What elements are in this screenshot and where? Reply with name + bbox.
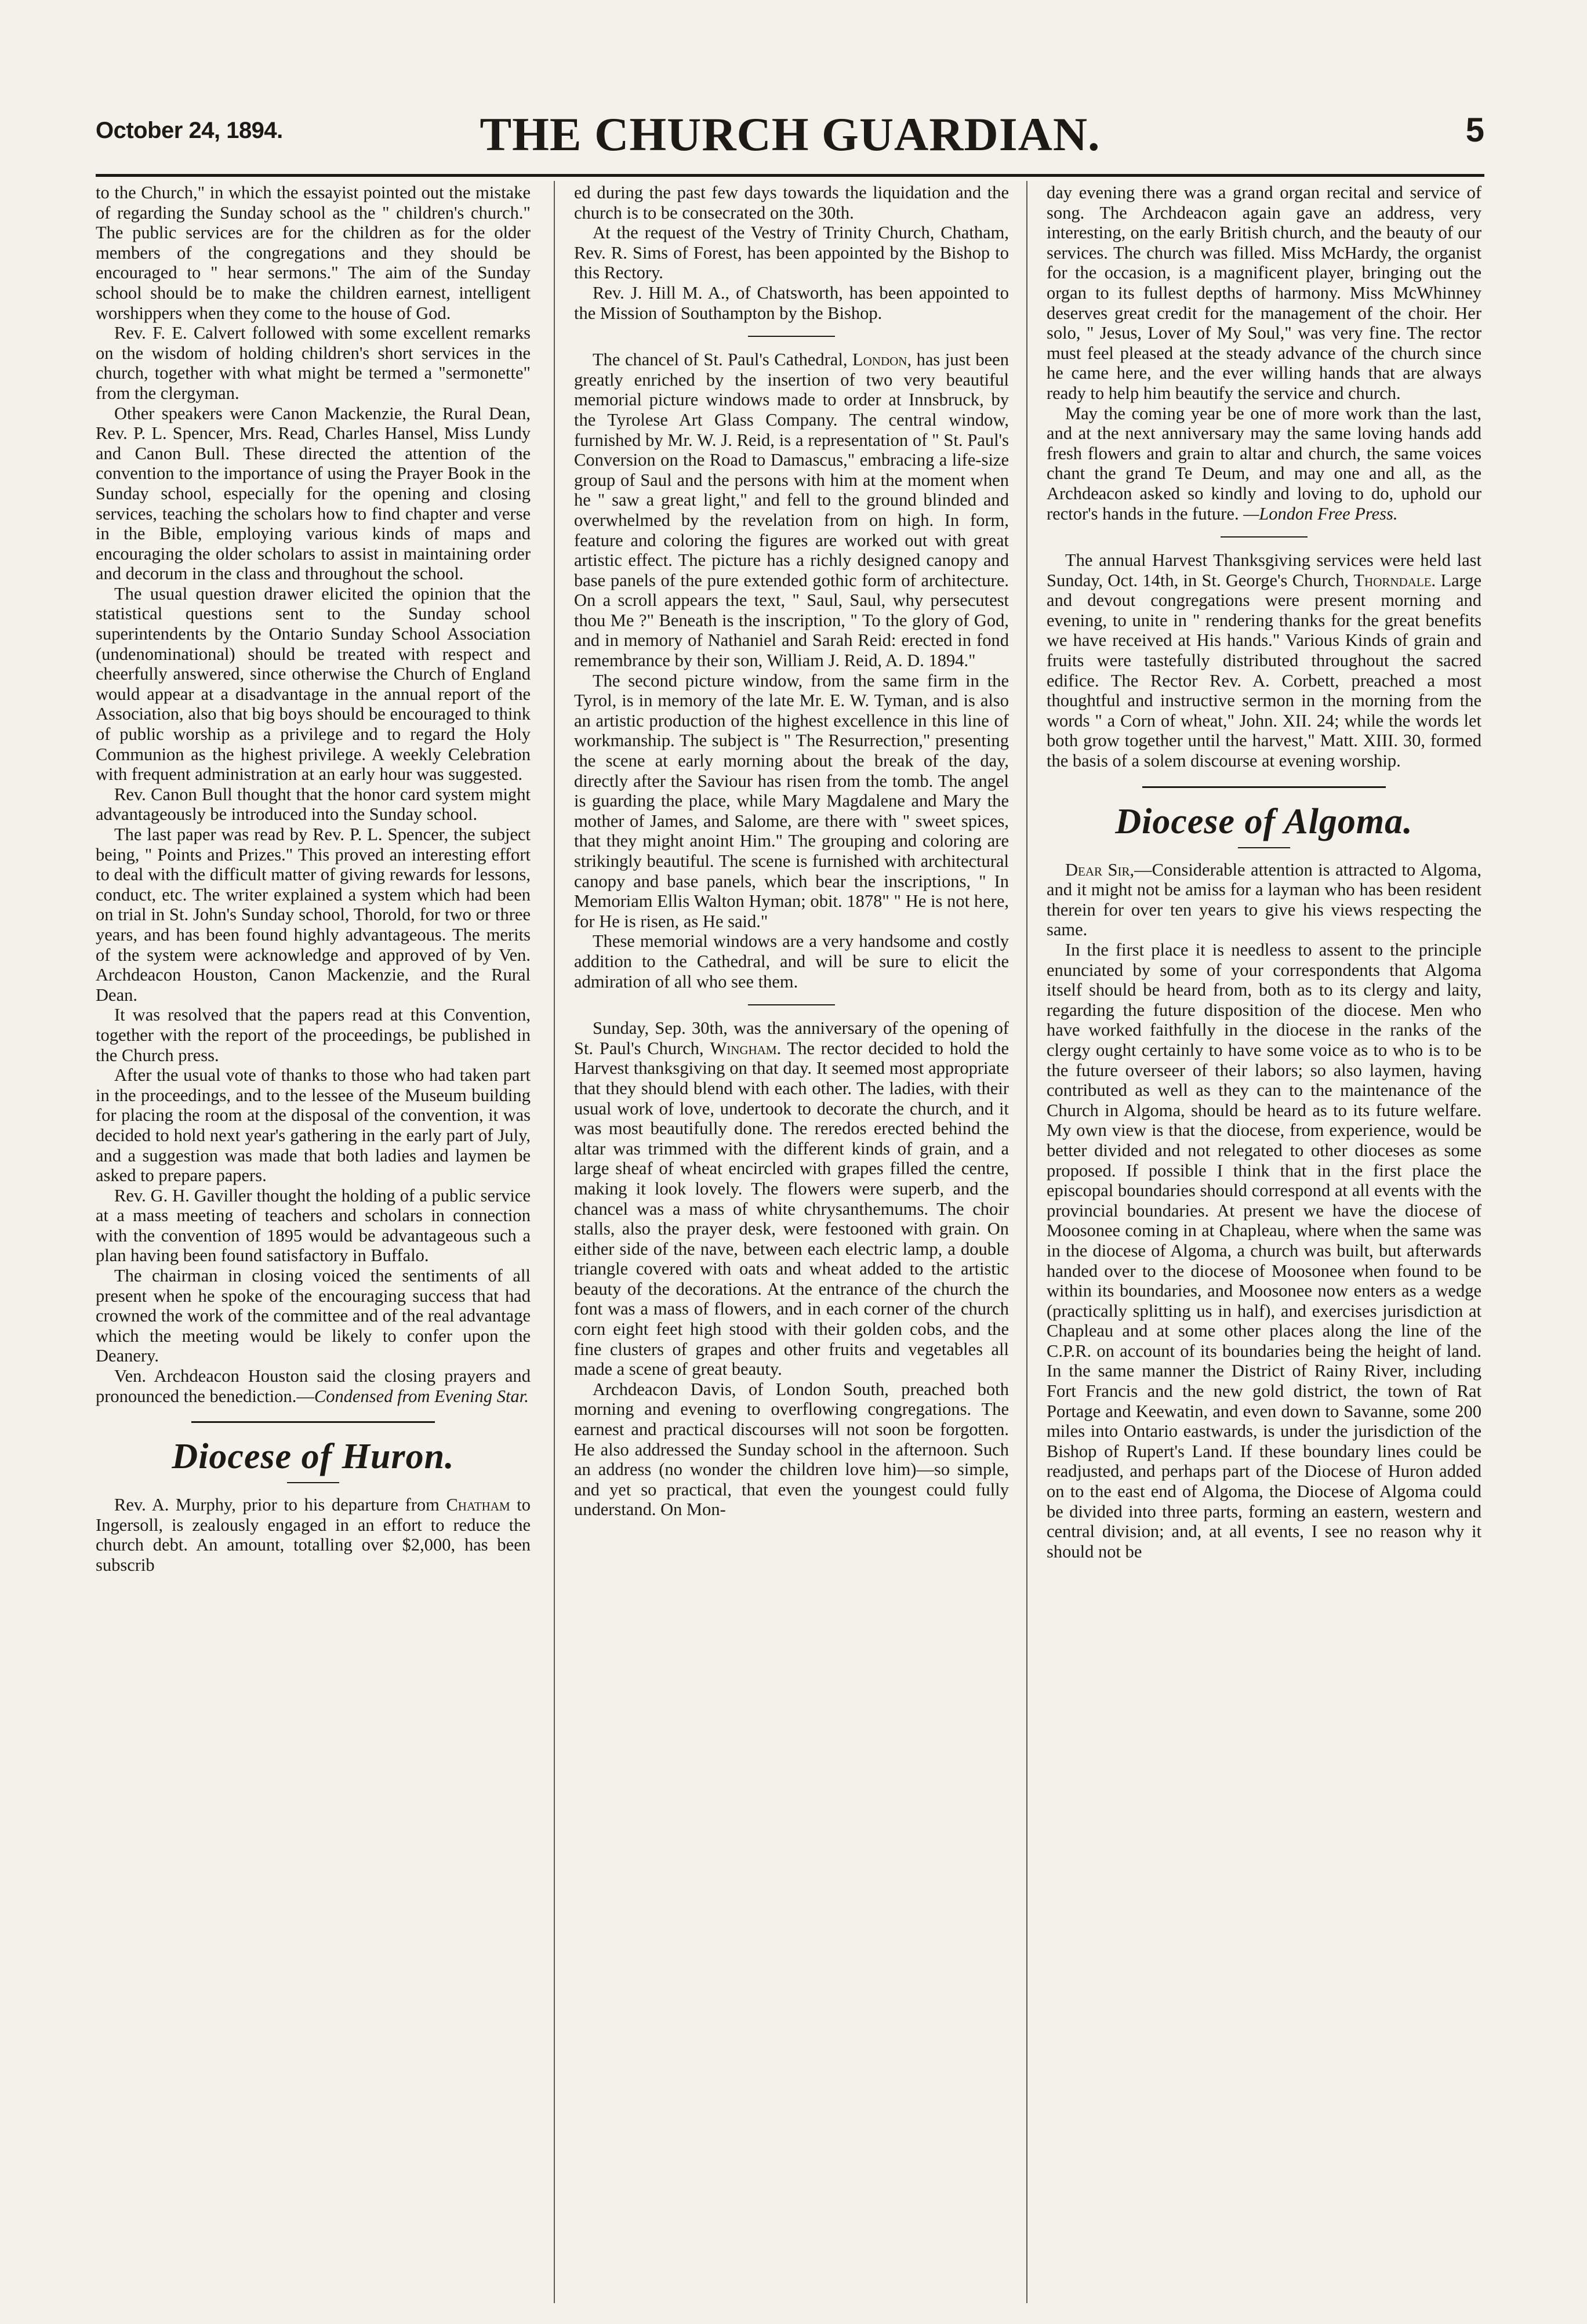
paragraph-text: May the coming year be one of more work than the last, and at the next anniversary may the same loving hands add fresh flowers and grain to altar and church, the same voices chant the grand Te Deum, and may one and all, as the Archdeacon asked so kindly and loving to do, uphold our rector's hands in the future.	[1047, 403, 1481, 524]
paragraph-text: . The rector decided to hold the Harvest thanksgiving on that day. It seemed most appropriate that they should blend with each other. The ladies, with their usual work of love, undertook to decorate the church, and it was most beautifully done. The reredos erected behind the altar was trimmed with the different kinds of grain, and a large sheaf of wheat encircled with grapes filled the centre, making it look lovely. The flowers were superb, and the chancel was a mass of white chrysanthemums. The choir stalls, also the prayer desk, were festooned with grain. On either side of the nave, between each electric lamp, a double triangle covered with oats and wheat added to the artistic beauty of the decorations. At the entrance of the church the font was a mass of flowers, and in each corner of the church corn eight feet high stood with their golden cobs, and the fine clusters of grapes and other fruits and vegetables all made a scene of great beauty.	[574, 1038, 1009, 1379]
paragraph: The chairman in closing voiced the sentiments of all present when he spoke of the encouraging success that had crowned the work of the committee and of the real advantage which the meeting would be likely to confer upon the Deanery.	[96, 1266, 531, 1366]
article-separator	[1221, 536, 1308, 538]
paragraph: After the usual vote of thanks to those who had taken part in the proceedings, and to the lessee of the Museum building for placing the room at the disposal of the convention, it was decided to hold next year's gathering in the early part of July, and a suggestion was made that both ladies and laymen be asked to prepare papers.	[96, 1065, 531, 1186]
paragraph	[1047, 550, 1481, 771]
paragraph: At the request of the Vestry of Trinity Church, Chatham, Rev. R. Sims of Forest, has been appointed by the Bishop to this Rectory.	[574, 223, 1009, 283]
source-credit: —London Free Press.	[1243, 503, 1398, 524]
paragraph: to the Church," in which the essayist pointed out the mistake of regarding the Sunday school as the " children's church." The public services are for the children as for the older members of the congregations and they should be encouraged to " hear sermons." The aim of the Sunday school should be to make the children earnest, intelligent worshippers when they come to the house of God.	[96, 183, 531, 323]
paragraph-text: Ven. Archdeacon Houston said the closing prayers and pronounced the benediction.—	[96, 1366, 531, 1406]
paragraph-text: The annual Harvest Thanksgiving services were held last Sunday, Oct. 14th, in St. George's Church,	[1047, 550, 1481, 590]
paragraph: In the first place it is needless to assent to the principle enunciated by some of your correspondents that Algoma itself should be heard from, both as to its clergy and laity, regarding the future disposition of the diocese. Men who have worked faithfully in the diocese in the ranks of the clergy ought certainly to have some voice as to who is to be the future overseer of their labors; so also laymen, having contributed as well as they can to the maintenance of the Church in Algoma, should be heard as to its future welfare. My own view is that the diocese, from experience, would be better divided and not relegated to other dioceses as some proposed. If possible I think that in the first place the episcopal boundaries should correspond at all events with the provincial boundaries. At present we have the diocese of Moosonee coming in at Chapleau, where when the same was in the diocese of Algoma, a church was built, but afterwards handed over to the diocese of Moosonee when found to be within its boundaries, and Moosonee now enters as a wedge (practically splitting us in half), and exercises jurisdiction at Chapleau and at some other places along the line of the C.P.R. on account of its boundaries being the height of land. In the same manner the District of Rainy River, including Fort Francis and the new gold district, the town of Rat Portage and Keewatin, and even down to Savanne, some 200 miles into Ontario eastwards, is under the jurisdiction of the Bishop of Rupert's Land. If these boundary lines could be readjusted, and perhaps part of the Diocese of Huron added on to the east end of Algoma, the Diocese of Algoma could be divided into three parts, forming an eastern, western and central division; and, at all events, I see no reason why it should not be	[1047, 940, 1481, 1562]
paragraph: Rev. F. E. Calvert followed with some excellent remarks on the wisdom of holding children's short services in the church, together with what might be termed a "sermonette" from the clergyman.	[96, 323, 531, 403]
paragraph: Rev. G. H. Gaviller thought the holding of a public service at a mass meeting of teachers and scholars in connection with the convention of 1895 would be advantageous such a plan having been found satisfactory in Buffalo.	[96, 1185, 531, 1266]
paragraph-text: The chancel of St. Paul's Cathedral,	[593, 350, 852, 370]
paragraph	[96, 1495, 531, 1575]
heading-rule	[287, 1482, 339, 1483]
section-heading-algoma: Diocese of Algoma.	[1115, 801, 1413, 841]
paragraph	[96, 1366, 531, 1406]
column-2	[574, 183, 1009, 1520]
place-name: Thorndale	[1353, 570, 1432, 590]
section-heading-huron: Diocese of Huron.	[172, 1437, 455, 1477]
paragraph: Rev. J. Hill M. A., of Chatsworth, has been appointed to the Mission of Southampton by the Bishop.	[574, 282, 1009, 323]
paragraph-text: Sunday, Sep. 30th, was the anniversary of the opening of St. Paul's Church,	[574, 1018, 1009, 1058]
paragraph: day evening there was a grand organ recital and service of song. The Archdeacon again gave an address, very interesting, on the early British church, and the beauty of our services. The church was filled. Miss McHardy, the organist for the occasion, is a magnificent player, bringing out the organ to its fullest depths of harmony. Miss McWhinney deserves great credit for the management of the choir. Her solo, " Jesus, Lover of My Soul," was very fine. The rector must feel pleased at the steady advance of the church since he came here, and the ever willing hands that are always ready to help him beautify the service and church.	[1047, 183, 1481, 403]
paragraph-text: to Ingersoll, is zealously engaged in an effort to reduce the church debt. An amount, totalling over $2,000, has been subscrib	[96, 1495, 531, 1575]
paragraph: Rev. Canon Bull thought that the honor card system might advantageously be introduced into the Sunday school.	[96, 784, 531, 825]
paragraph	[574, 1018, 1009, 1379]
paragraph: ed during the past few days towards the liquidation and the church is to be consecrated on the 30th.	[574, 183, 1009, 223]
column-divider	[1026, 181, 1027, 2303]
paragraph: Archdeacon Davis, of London South, preached both morning and evening to overflowing congregations. The earnest and practical discourses will not soon be forgotten. He also addressed the Sunday school in the afternoon. Such an address (no wonder the children love him)—so simple, and yet so practical, that even the youngest could fully understand. On Mon-	[574, 1379, 1009, 1520]
column-1	[96, 183, 531, 1575]
source-credit: Condensed from Evening Star.	[314, 1386, 529, 1406]
column-3	[1047, 183, 1481, 1562]
paragraph: Other speakers were Canon Mackenzie, the Rural Dean, Rev. P. L. Spencer, Mrs. Read, Charles Hansel, Miss Lundy and Canon Bull. These directed the attention of the convention to the importance of using the Prayer Book in the Sunday school, especially for the opening and closing services, teaching the scholars how to find chapter and verse in the Bible, employing various kinds of maps and encouraging the older scholars to assist in maintaining order and decorum in the class and throughout the school.	[96, 403, 531, 584]
masthead	[96, 107, 1484, 171]
paragraph	[1047, 404, 1481, 524]
article-separator	[748, 1004, 835, 1005]
place-name: Wingham	[710, 1038, 777, 1058]
paragraph: The usual question drawer elicited the opinion that the statistical questions sent to the Sunday school superintendents by the Ontario Sunday School Association (undenominational) should be treated with respect and cheerfully answered, since otherwise the Church of England would appear at a disadvantage in the annual report of the Association, also that big boys should be encouraged to think of public worship as a privilege and to regard the Holy Communion as the highest privilege. A weekly Celebration with frequent administration at an early hour was suggested.	[96, 583, 531, 785]
paragraph-text: ,—Considerable attention is attracted to Algoma, and it might not be amiss for a layman who has been resident therein for over ten years to give his views respecting the same.	[1047, 859, 1481, 940]
issue-date: October 24, 1894.	[96, 118, 283, 143]
section-rule	[191, 1421, 435, 1423]
column-divider	[554, 181, 555, 2303]
paragraph-text: . Large and devout congregations were present morning and evening, to unite in " rendering thanks for the great benefits we have received at His hands." Various Kinds of grain and fruits were tastefully distributed throughout the sacred edifice. The Rector Rev. A. Corbett, preached a most thoughtful and instructive sermon in the morning from the words " a Corn of wheat," John. XII. 24; while the words let both grow together until the harvest," Matt. XIII. 30, formed the basis of a solem discourse at evening worship.	[1047, 570, 1481, 771]
section-rule	[1142, 786, 1386, 788]
paragraph: The second picture window, from the same firm in the Tyrol, is in memory of the late Mr. E. W. Tyman, and is also an artistic production of the highest excellence in this line of workmanship. The subject is " The Resurrection," presenting the scene at early morning about the break of the day, directly after the Saviour has risen from the tomb. The angel is guarding the place, while Mary Magdalene and Mary the mother of James, and Salome, are there with " sweet spices, that they might anoint Him." The grouping and coloring are strikingly beautiful. The scene is furnished with architectural canopy and base panels, which bear the inscriptions, " In Memoriam Ellis Walton Hyman; obit. 1878" " He is not here, for He is risen, as He said."	[574, 670, 1009, 931]
paragraph-text: Rev. A. Murphy, prior to his departure from	[114, 1495, 446, 1515]
heading-rule	[1238, 847, 1290, 848]
paragraph	[574, 350, 1009, 671]
page-number: 5	[1465, 111, 1484, 149]
paragraph: It was resolved that the papers read at this Convention, together with the report of the proceedings, be published in the Church press.	[96, 1005, 531, 1065]
paragraph: The last paper was read by Rev. P. L. Spencer, the subject being, " Points and Prizes." This proved an interesting effort to deal with the difficult matter of giving rewards for lessons, conduct, etc. The writer explained a system which had been on trial in St. John's Sunday school, Thorold, for two or three years, and has been found highly advantageous. The merits of the system were acknowledge and approved of by Ven. Archdeacon Houston, Canon Mackenzie, and the Rural Dean.	[96, 825, 531, 1005]
masthead-rule	[96, 174, 1484, 177]
salutation: Dear Sir	[1065, 859, 1130, 880]
place-name: Chatham	[446, 1495, 510, 1515]
article-separator	[748, 336, 835, 337]
paragraph	[1047, 860, 1481, 940]
place-name: London	[852, 350, 907, 370]
paragraph-text: , has just been greatly enriched by the insertion of two very beautiful memorial picture windows made to order at Innsbruck, by the Tyrolese Art Glass Company. The central window, furnished by Mr. W. J. Reid, is a representation of " St. Paul's Conversion on the Road to Damascus," embracing a life-size group of Saul and the persons with him at the moment when he " saw a great light," and fell to the ground blinded and overwhelmed by the revelation from on high. In form, feature and coloring the figures are worked out with great artistic effect. The picture has a richly designed canopy and base panels of the pure extended gothic form of architecture. On a scroll appears the text, " Saul, Saul, why persecutest thou Me ?" Beneath is the inscription, " To the glory of God, and in memory of Nathaniel and Sarah Reid: erected in fond remembrance by their son, William J. Reid, A. D. 1894."	[574, 350, 1009, 671]
paragraph: These memorial windows are a very handsome and costly addition to the Cathedral, and will be sure to elicit the admiration of all who see them.	[574, 931, 1009, 992]
newspaper-title: THE CHURCH GUARDIAN.	[480, 108, 1101, 161]
